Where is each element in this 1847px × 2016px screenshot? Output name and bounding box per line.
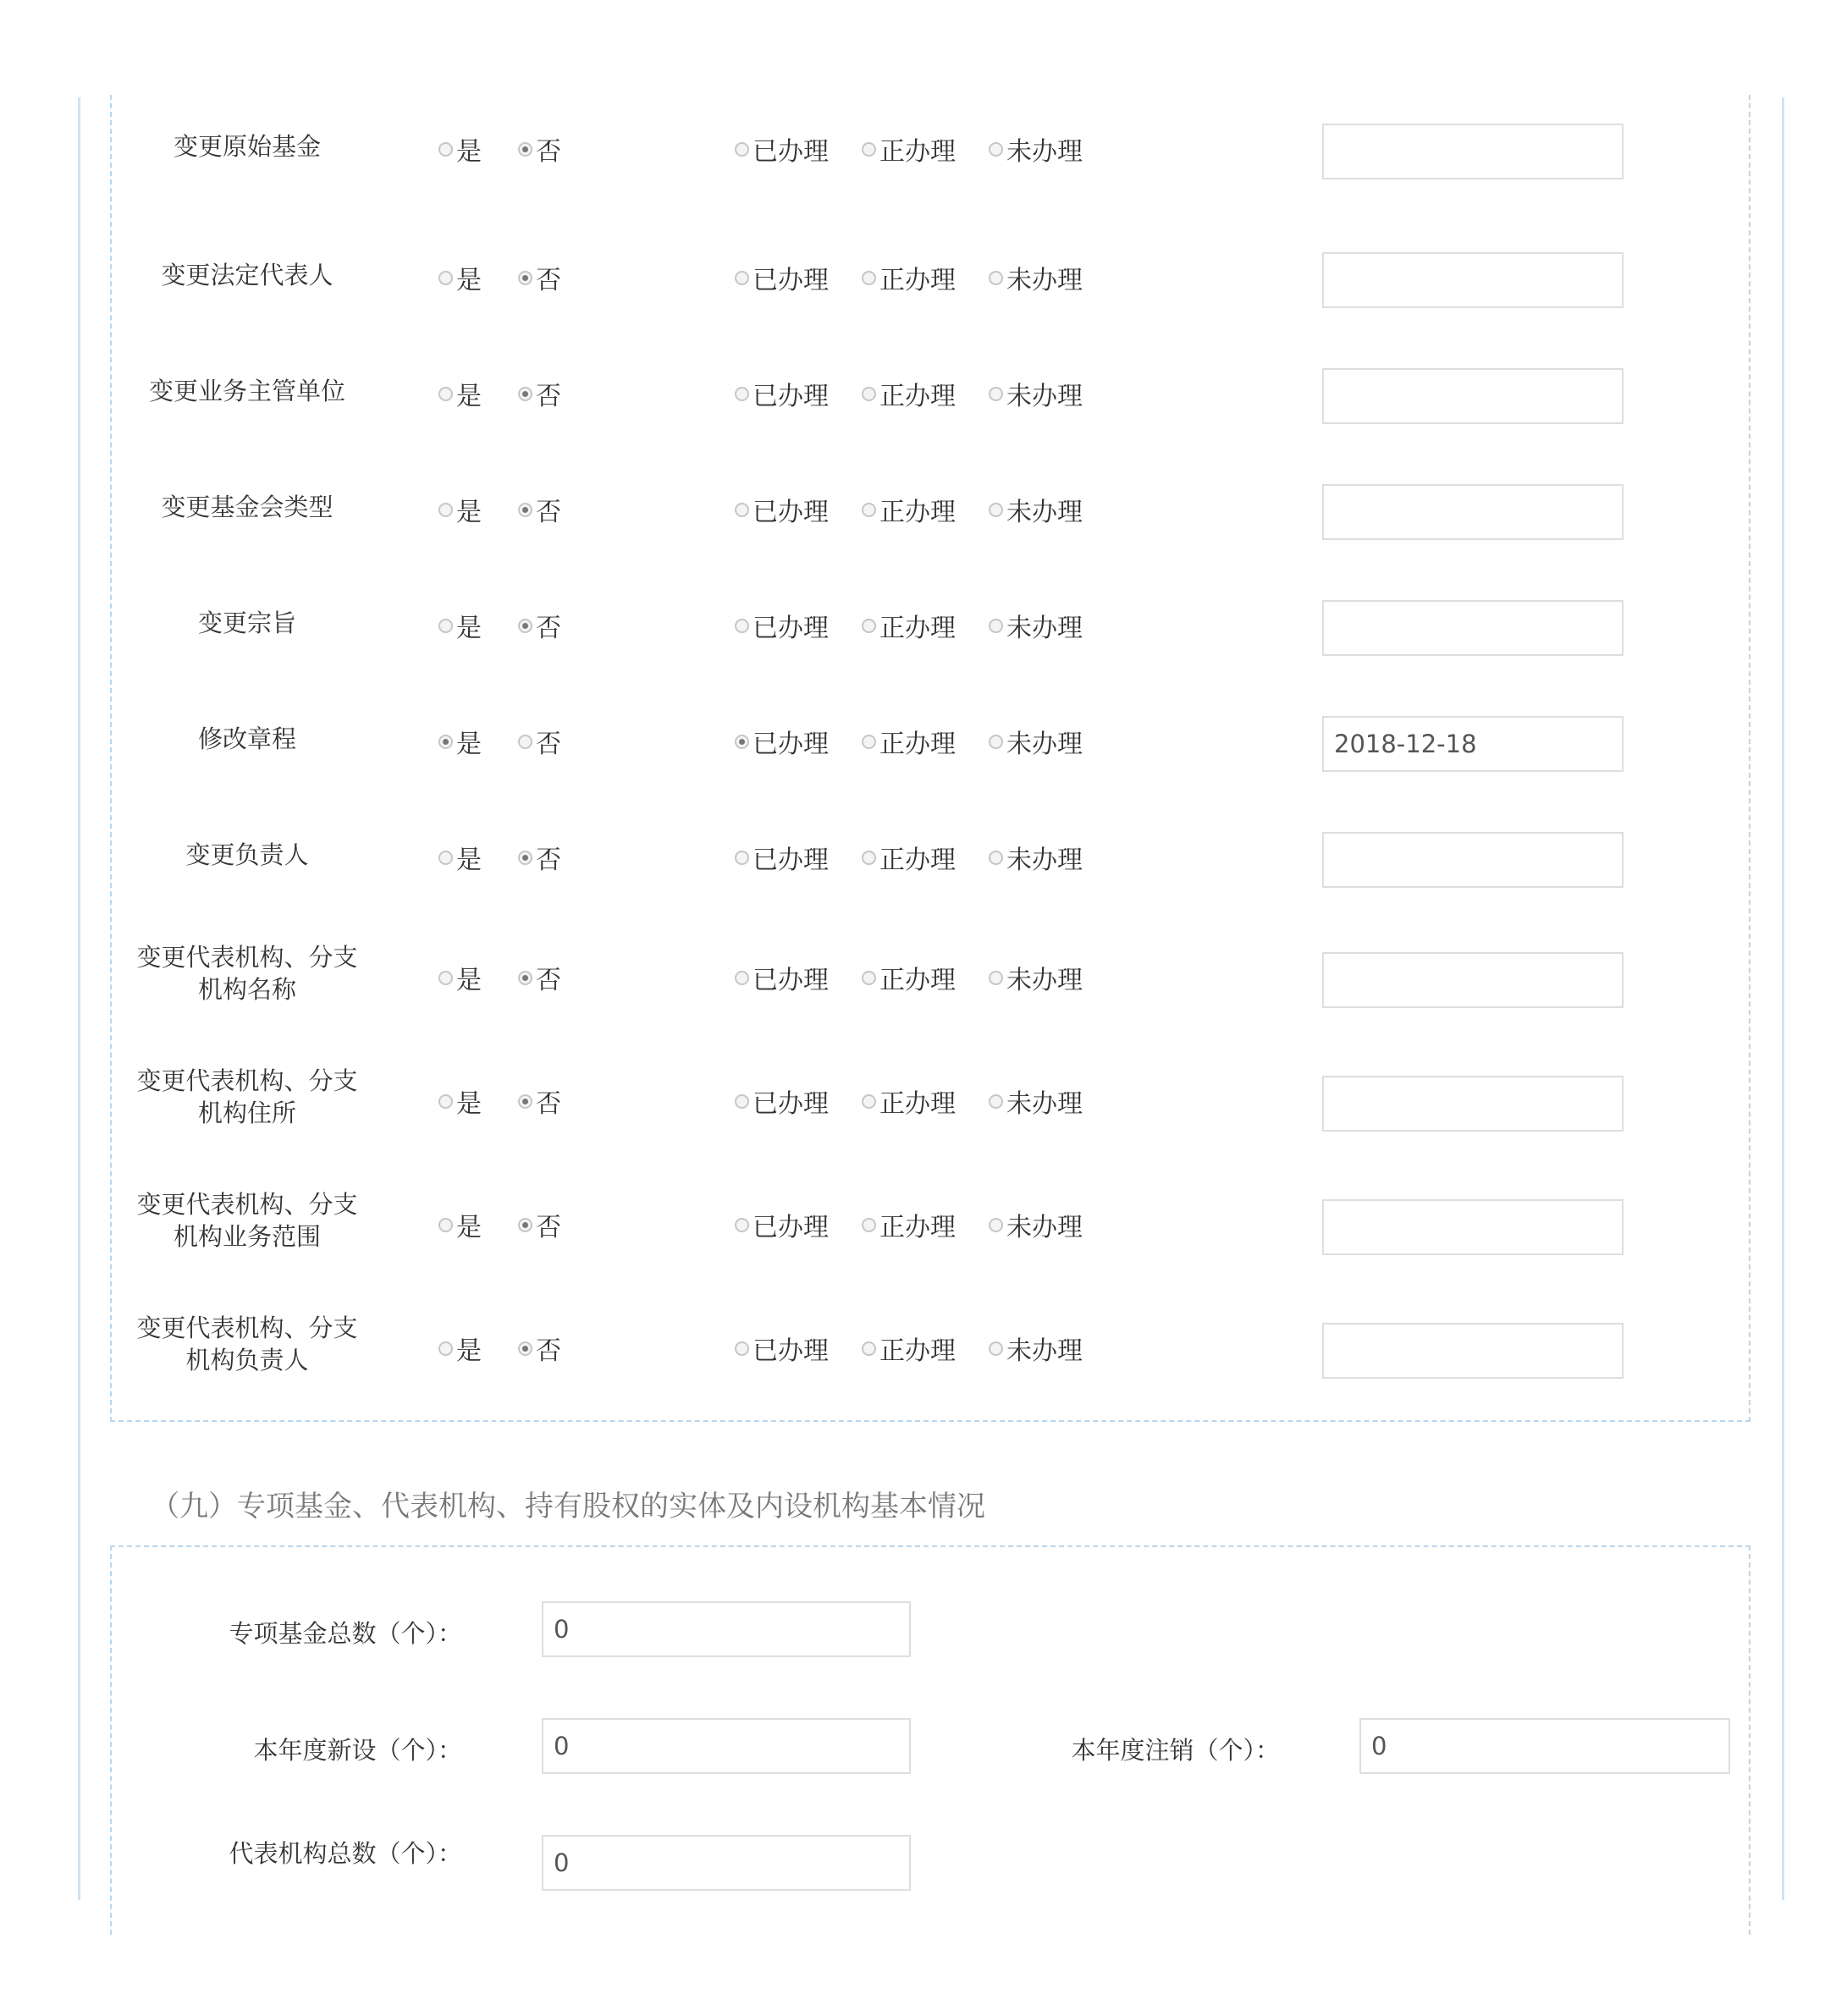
radio-no[interactable]: 否: [518, 259, 561, 296]
radio-circle-icon: [438, 971, 453, 985]
radio-yes[interactable]: 是: [438, 607, 482, 644]
new-this-year-input[interactable]: [542, 1718, 911, 1774]
section-title: （九）专项基金、代表机构、持有股权的实体及内设机构基本情况: [151, 1490, 985, 1523]
radio-done[interactable]: 已办理: [735, 259, 829, 296]
date-input[interactable]: [1322, 1199, 1624, 1255]
change-row: [112, 592, 1749, 654]
radio-in-progress[interactable]: 正办理: [862, 607, 956, 644]
radio-no[interactable]: 否: [518, 1330, 561, 1367]
radio-done[interactable]: 已办理: [735, 607, 829, 644]
radio-no[interactable]: 否: [518, 839, 561, 876]
radio-in-progress[interactable]: 正办理: [862, 959, 956, 996]
radio-in-progress[interactable]: 正办理: [862, 1206, 956, 1243]
radio-circle-icon: [989, 971, 1003, 985]
date-input[interactable]: [1322, 124, 1624, 179]
radio-circle-icon: [989, 503, 1003, 517]
radio-circle-icon: [438, 271, 453, 285]
radio-circle-icon: [518, 142, 532, 157]
row-label: [112, 1312, 383, 1376]
radio-circle-icon: [862, 387, 876, 401]
radio-circle-icon: [989, 387, 1003, 401]
radio-not-done[interactable]: 未办理: [989, 1330, 1083, 1367]
radio-yes[interactable]: 是: [438, 959, 482, 996]
radio-in-progress[interactable]: 正办理: [862, 491, 956, 528]
radio-in-progress[interactable]: 正办理: [862, 1082, 956, 1120]
radio-circle-icon: [735, 142, 749, 157]
row-label: 变更法定代表人: [161, 261, 334, 289]
radio-no[interactable]: 否: [518, 607, 561, 644]
row-label-line1: 变更代表机构、分支: [136, 1314, 358, 1342]
radio-circle-icon: [989, 851, 1003, 865]
radio-circle-icon: [735, 503, 749, 517]
radio-circle-icon: [735, 387, 749, 401]
radio-in-progress[interactable]: 正办理: [862, 1330, 956, 1367]
radio-circle-icon: [518, 503, 532, 517]
radio-circle-icon: [735, 619, 749, 633]
radio-not-done[interactable]: 未办理: [989, 130, 1083, 168]
radio-circle-icon: [518, 851, 532, 865]
radio-no[interactable]: 否: [518, 1206, 561, 1243]
change-row: [112, 360, 1749, 422]
date-input[interactable]: [1322, 1076, 1624, 1132]
radio-circle-icon: [862, 271, 876, 285]
radio-circle-icon: [438, 387, 453, 401]
row-label: [112, 1065, 383, 1129]
row-label: 变更负责人: [185, 840, 309, 869]
radio-yes[interactable]: 是: [438, 1082, 482, 1120]
radio-done[interactable]: 已办理: [735, 839, 829, 876]
radio-not-done[interactable]: 未办理: [989, 839, 1083, 876]
radio-not-done[interactable]: 未办理: [989, 959, 1083, 996]
radio-not-done[interactable]: 未办理: [989, 1082, 1083, 1120]
radio-circle-icon: [862, 142, 876, 157]
radio-circle-icon: [862, 851, 876, 865]
row-label: 变更原始基金: [173, 132, 321, 161]
radio-circle-icon: [989, 1341, 1003, 1356]
radio-no[interactable]: 否: [518, 130, 561, 168]
radio-circle-icon: [438, 1094, 453, 1109]
radio-circle-icon: [518, 1218, 532, 1232]
section9-panel: [110, 1545, 1751, 1935]
row-label: 变更基金会类型: [161, 493, 334, 521]
radio-circle-icon: [862, 1094, 876, 1109]
cancelled-this-year-label: 本年度注销（个）：: [1071, 1736, 1280, 1765]
row-label-line1: 变更代表机构、分支: [136, 943, 358, 972]
radio-circle-icon: [735, 735, 749, 749]
radio-yes[interactable]: 是: [438, 259, 482, 296]
radio-circle-icon: [518, 271, 532, 285]
radio-circle-icon: [438, 735, 453, 749]
date-input[interactable]: [1322, 252, 1624, 308]
radio-circle-icon: [989, 142, 1003, 157]
row-label: 修改章程: [197, 724, 296, 753]
special-fund-total-label: 专项基金总数（个）：: [229, 1619, 462, 1648]
radio-circle-icon: [438, 142, 453, 157]
change-row: [112, 1067, 1749, 1130]
radio-done[interactable]: 已办理: [735, 723, 829, 760]
radio-circle-icon: [735, 1341, 749, 1356]
radio-circle-icon: [735, 851, 749, 865]
frame-right-border: [1782, 97, 1784, 1900]
radio-circle-icon: [438, 619, 453, 633]
radio-circle-icon: [518, 619, 532, 633]
radio-yes[interactable]: 是: [438, 130, 482, 168]
radio-circle-icon: [989, 271, 1003, 285]
radio-circle-icon: [735, 971, 749, 985]
row-label-line1: 变更代表机构、分支: [136, 1190, 358, 1219]
radio-yes[interactable]: 是: [438, 375, 482, 412]
radio-done[interactable]: 已办理: [735, 1082, 829, 1120]
radio-no[interactable]: 否: [518, 491, 561, 528]
date-input[interactable]: [1322, 1323, 1624, 1379]
radio-no[interactable]: 否: [518, 1082, 561, 1120]
radio-not-done[interactable]: 未办理: [989, 259, 1083, 296]
date-input[interactable]: [1322, 952, 1624, 1008]
row-label: 变更业务主管单位: [148, 377, 345, 405]
radio-no[interactable]: 否: [518, 375, 561, 412]
frame-left-border: [78, 97, 80, 1900]
change-row: [112, 115, 1749, 178]
rep-org-total-label: 代表机构总数（个）：: [229, 1839, 462, 1868]
cancelled-this-year-input[interactable]: [1359, 1718, 1730, 1774]
radio-circle-icon: [989, 619, 1003, 633]
new-this-year-label: 本年度新设（个）：: [253, 1736, 462, 1765]
radio-no[interactable]: 否: [518, 959, 561, 996]
radio-circle-icon: [518, 1094, 532, 1109]
radio-done[interactable]: 已办理: [735, 959, 829, 996]
date-input[interactable]: [1322, 832, 1624, 888]
date-input[interactable]: [1322, 368, 1624, 424]
radio-circle-icon: [862, 503, 876, 517]
radio-done[interactable]: 已办理: [735, 130, 829, 168]
radio-yes[interactable]: 是: [438, 1206, 482, 1243]
radio-done[interactable]: 已办理: [735, 1206, 829, 1243]
radio-yes[interactable]: 是: [438, 491, 482, 528]
radio-circle-icon: [862, 1341, 876, 1356]
row-label-line2: 机构名称: [197, 975, 296, 1004]
change-row: [112, 244, 1749, 306]
date-input[interactable]: [1322, 716, 1624, 772]
radio-circle-icon: [518, 971, 532, 985]
change-row: [112, 1191, 1749, 1253]
radio-not-done[interactable]: 未办理: [989, 1206, 1083, 1243]
row-label-line2: 机构负责人: [185, 1346, 309, 1374]
radio-yes[interactable]: 是: [438, 839, 482, 876]
row-label-line2: 机构住所: [197, 1099, 296, 1127]
radio-circle-icon: [735, 1094, 749, 1109]
change-row: [112, 944, 1749, 1006]
radio-not-done[interactable]: 未办理: [989, 375, 1083, 412]
change-row: [112, 823, 1749, 886]
radio-circle-icon: [989, 1094, 1003, 1109]
radio-circle-icon: [862, 971, 876, 985]
row-label: 变更宗旨: [197, 609, 296, 637]
row-label-line2: 机构业务范围: [173, 1222, 321, 1251]
radio-done[interactable]: 已办理: [735, 491, 829, 528]
radio-not-done[interactable]: 未办理: [989, 491, 1083, 528]
radio-done[interactable]: 已办理: [735, 1330, 829, 1367]
radio-circle-icon: [438, 503, 453, 517]
radio-circle-icon: [735, 1218, 749, 1232]
change-row: [112, 708, 1749, 770]
date-input[interactable]: [1322, 600, 1624, 656]
row-label: [112, 1188, 383, 1253]
radio-in-progress[interactable]: 正办理: [862, 723, 956, 760]
special-fund-total-input[interactable]: [542, 1601, 911, 1657]
radio-yes[interactable]: 是: [438, 723, 482, 760]
radio-circle-icon: [518, 1341, 532, 1356]
radio-in-progress[interactable]: 正办理: [862, 130, 956, 168]
row-label-line1: 变更代表机构、分支: [136, 1066, 358, 1095]
radio-circle-icon: [518, 735, 532, 749]
radio-yes[interactable]: 是: [438, 1330, 482, 1367]
change-row: [112, 476, 1749, 538]
row-label: [112, 941, 383, 1005]
radio-in-progress[interactable]: 正办理: [862, 259, 956, 296]
radio-circle-icon: [862, 1218, 876, 1232]
date-input[interactable]: [1322, 484, 1624, 540]
radio-circle-icon: [438, 1341, 453, 1356]
radio-circle-icon: [438, 1218, 453, 1232]
radio-circle-icon: [518, 387, 532, 401]
radio-in-progress[interactable]: 正办理: [862, 839, 956, 876]
radio-circle-icon: [862, 619, 876, 633]
radio-not-done[interactable]: 未办理: [989, 607, 1083, 644]
radio-circle-icon: [989, 735, 1003, 749]
radio-circle-icon: [862, 735, 876, 749]
radio-circle-icon: [989, 1218, 1003, 1232]
radio-in-progress[interactable]: 正办理: [862, 375, 956, 412]
radio-done[interactable]: 已办理: [735, 375, 829, 412]
rep-org-total-input[interactable]: [542, 1835, 911, 1891]
radio-circle-icon: [735, 271, 749, 285]
radio-not-done[interactable]: 未办理: [989, 723, 1083, 760]
radio-no[interactable]: 否: [518, 723, 561, 760]
change-items-panel: [110, 95, 1751, 1422]
change-row: [112, 1314, 1749, 1377]
radio-circle-icon: [438, 851, 453, 865]
